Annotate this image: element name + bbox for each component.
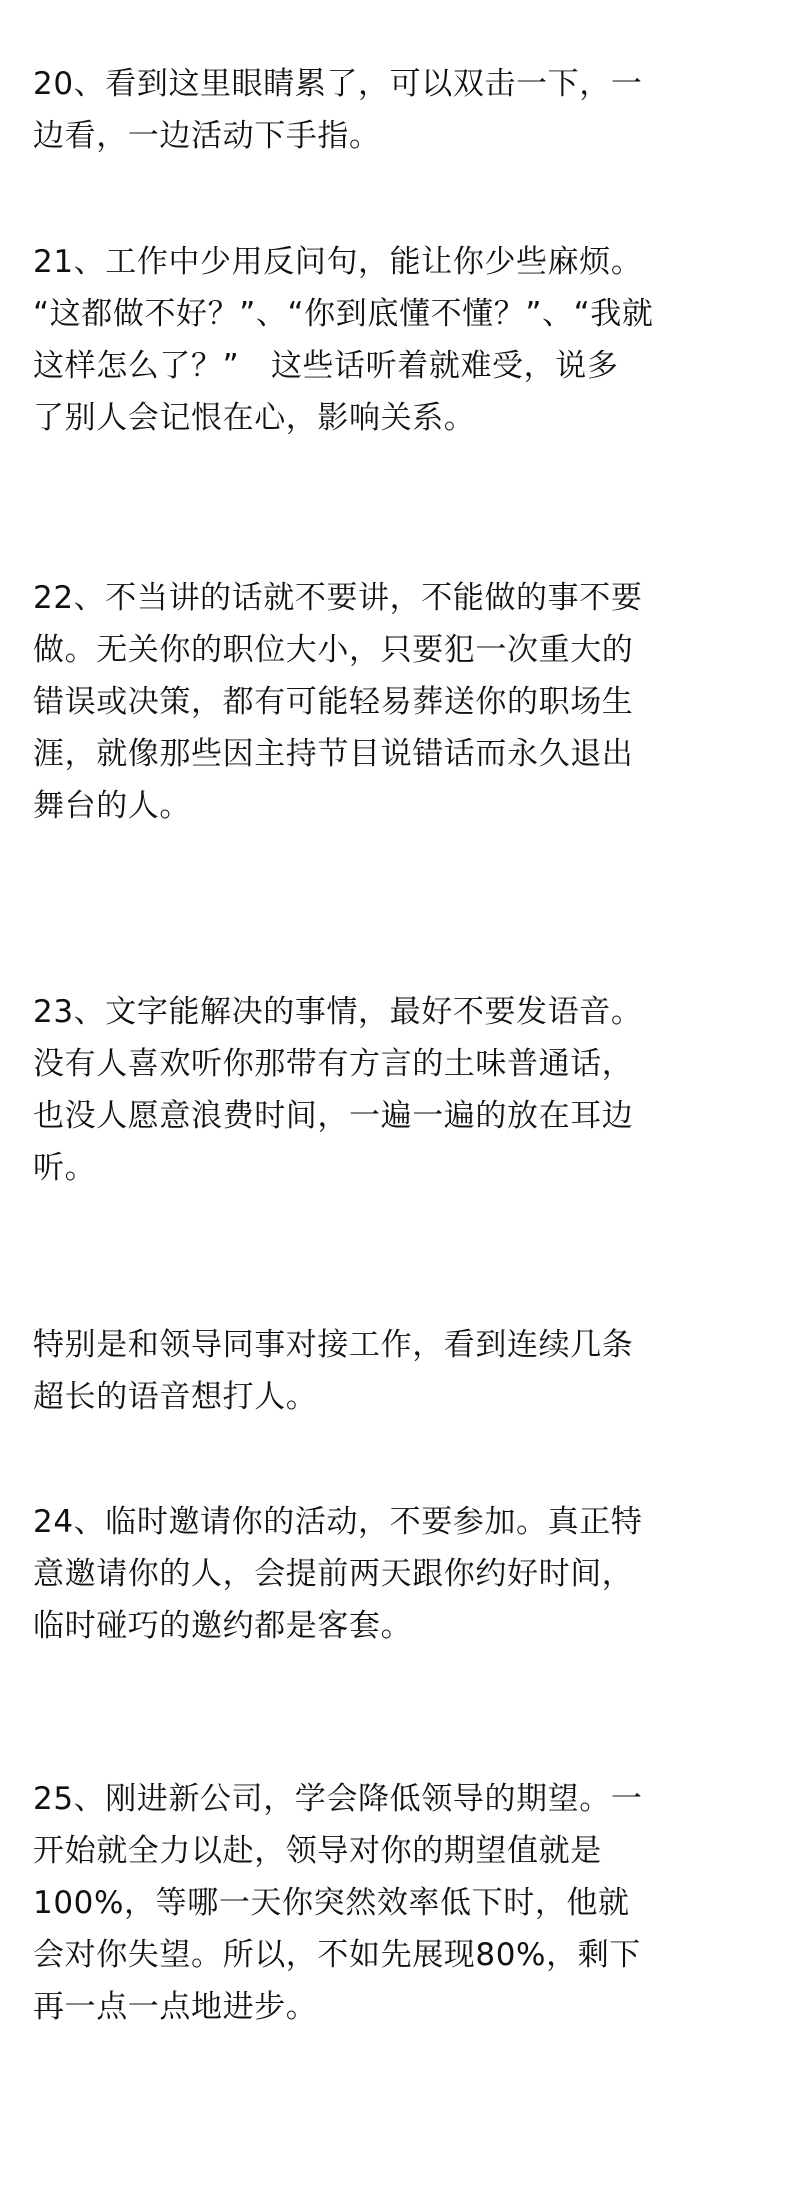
text-line: 再一点一点地进步。 bbox=[33, 1989, 318, 2025]
text-line: 24、临时邀请你的活动，不要参加。真正特 bbox=[33, 1504, 643, 1540]
paragraph-22 bbox=[33, 572, 793, 832]
paragraph-20 bbox=[33, 58, 793, 162]
text-line: 特别是和领导同事对接工作，看到连续几条 bbox=[33, 1327, 634, 1363]
text-line: 听。 bbox=[33, 1150, 97, 1186]
text-line: 超长的语音想打人。 bbox=[33, 1379, 318, 1415]
paragraph-24 bbox=[33, 1496, 793, 1652]
text-line: 舞台的人。 bbox=[33, 788, 191, 824]
text-line: 会对你失望。所以，不如先展现80%，剩下 bbox=[33, 1937, 641, 1973]
text-line: 也没人愿意浪费时间，一遍一遍的放在耳边 bbox=[33, 1098, 634, 1134]
text-line: 意邀请你的人，会提前两天跟你约好时间， bbox=[33, 1556, 634, 1592]
text-line: 开始就全力以赴，领导对你的期望值就是 bbox=[33, 1833, 602, 1869]
text-line: 22、不当讲的话就不要讲，不能做的事不要 bbox=[33, 580, 643, 616]
text-line: “这都做不好？”、“你到底懂不懂？”、“我就 bbox=[33, 296, 654, 332]
text-line: 这样怎么了？” 这些话听着就难受，说多 bbox=[33, 348, 619, 384]
text-line: 100%，等哪一天你突然效率低下时，他就 bbox=[33, 1885, 630, 1921]
text-line: 23、文字能解决的事情，最好不要发语音。 bbox=[33, 994, 643, 1030]
paragraph-23 bbox=[33, 986, 793, 1194]
paragraph-21 bbox=[33, 236, 793, 444]
text-line: 21、工作中少用反问句，能让你少些麻烦。 bbox=[33, 244, 643, 280]
paragraph-23-continued bbox=[33, 1319, 793, 1423]
text-line: 临时碰巧的邀约都是客套。 bbox=[33, 1608, 413, 1644]
paragraph-25 bbox=[33, 1773, 793, 2033]
text-line: 25、刚进新公司，学会降低领导的期望。一 bbox=[33, 1781, 643, 1817]
text-line: 做。无关你的职位大小，只要犯一次重大的 bbox=[33, 632, 634, 668]
text-line: 20、看到这里眼睛累了，可以双击一下，一 bbox=[33, 66, 643, 102]
text-line: 错误或决策，都有可能轻易葬送你的职场生 bbox=[33, 684, 634, 720]
text-line: 边看，一边活动下手指。 bbox=[33, 118, 381, 154]
text-line: 涯，就像那些因主持节目说错话而永久退出 bbox=[33, 736, 634, 772]
text-line: 了别人会记恨在心，影响关系。 bbox=[33, 400, 476, 436]
text-line: 没有人喜欢听你那带有方言的土味普通话， bbox=[33, 1046, 634, 1082]
